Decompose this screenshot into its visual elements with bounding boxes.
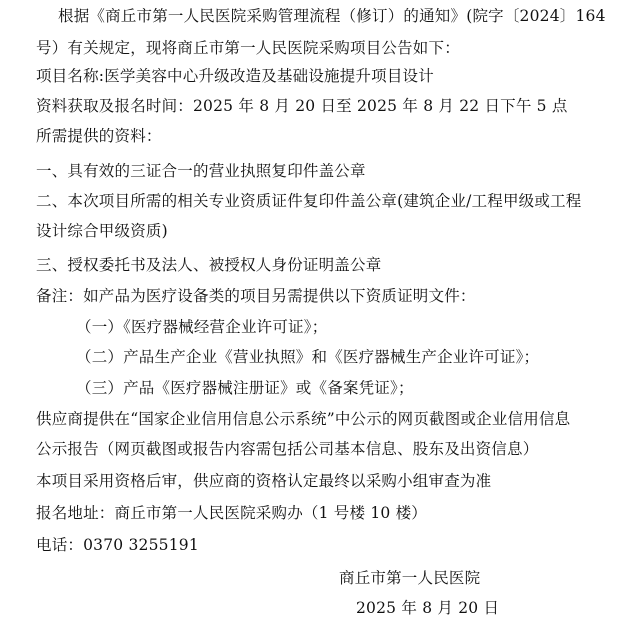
credit-line-2: 公示报告（网页截图或报告内容需包括公司基本信息、股东及出资信息） [36, 440, 539, 458]
credit-line-1: 供应商提供在“国家企业信用信息公示系统”中公示的网页截图或企业信用信息 [36, 410, 571, 428]
registration-address: 报名地址：商丘市第一人民医院采购办（1 号楼 10 楼） [36, 504, 427, 522]
contact-phone: 电话：0370 3255191 [36, 536, 199, 554]
signature-org: 商丘市第一人民医院 [339, 569, 481, 587]
project-name: 项目名称:医学美容中心升级改造及基础设施提升项目设计 [36, 67, 434, 85]
material-item-2-line-2: 设计综合甲级资质) [36, 222, 168, 240]
remark-item-2: （二）产品生产企业《营业执照》和《医疗器械生产企业许可证》； [76, 348, 540, 366]
material-item-1: 一、具有效的三证合一的营业执照复印件盖公章 [36, 162, 366, 180]
material-item-3: 三、授权委托书及法人、被授权人身份证明盖公章 [36, 256, 382, 274]
remark: 备注：如产品为医疗设备类的项目另需提供以下资质证明文件： [36, 287, 476, 305]
material-item-2-line-1: 二、本次项目所需的相关专业资质证件复印件盖公章(建筑企业/工程甲级或工程 [36, 192, 582, 210]
materials-heading: 所需提供的资料： [36, 127, 162, 145]
remark-item-3: （三）产品《医疗器械注册证》或《备案凭证》； [76, 379, 414, 397]
intro-line-1: 根据《商丘市第一人民医院采购管理流程（修订）的通知》(院字〔2024〕164 [58, 7, 606, 25]
review-statement: 本项目采用资格后审，供应商的资格认定最终以采购小组审查为准 [36, 472, 492, 490]
remark-item-1: （一）《医疗器械经营企业许可证》； [76, 318, 328, 336]
signature-date: 2025 年 8 月 20 日 [356, 599, 500, 617]
registration-time: 资料获取及报名时间：2025 年 8 月 20 日至 2025 年 8 月 22 日下午 5 点 [36, 97, 568, 115]
intro-line-2: 号）有关规定，现将商丘市第一人民医院采购项目公告如下： [36, 39, 460, 57]
